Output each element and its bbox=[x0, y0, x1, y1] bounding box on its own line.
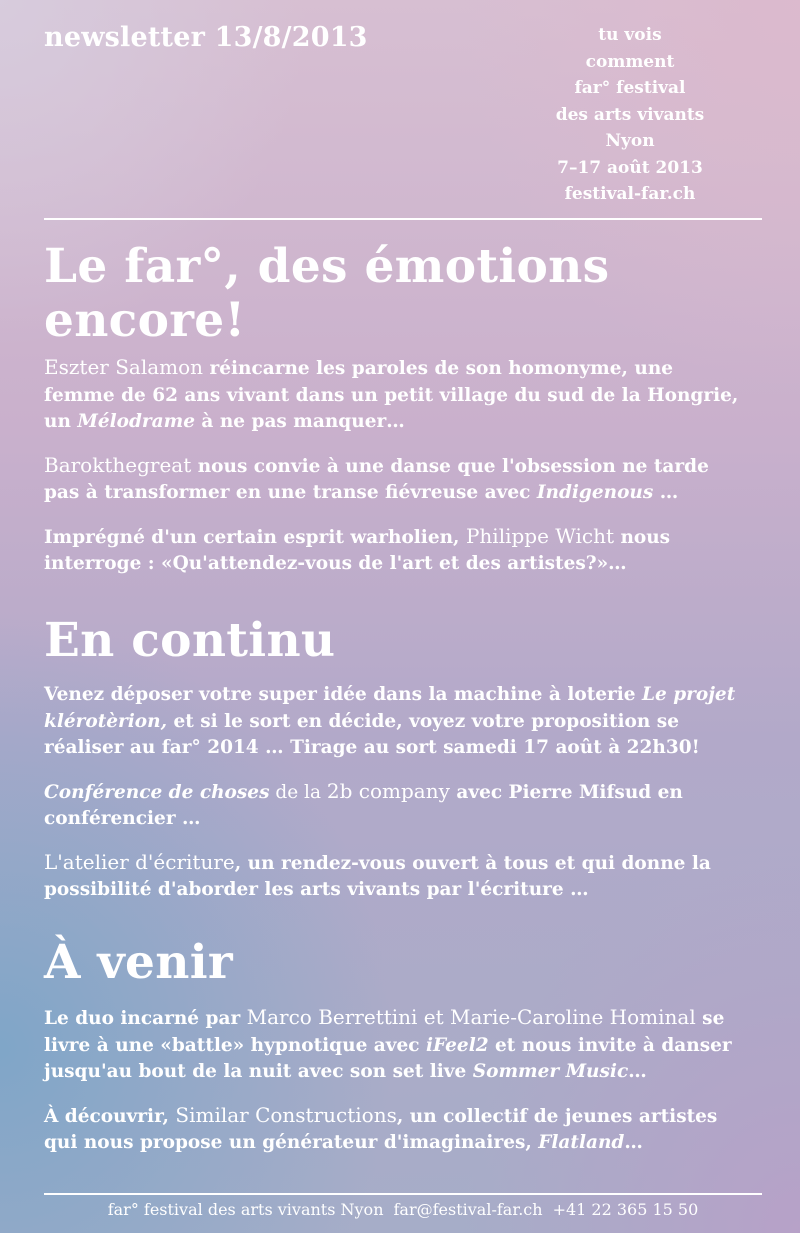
work-title: Flatland bbox=[538, 1132, 625, 1153]
footer bbox=[44, 1200, 762, 1219]
info-line: tu vois bbox=[598, 25, 662, 45]
work-title: Indigenous bbox=[536, 482, 654, 503]
work-title: Conférence de choses bbox=[44, 781, 270, 803]
item-paragraph bbox=[44, 682, 744, 762]
item-paragraph bbox=[44, 1102, 744, 1157]
item-paragraph bbox=[44, 452, 744, 507]
item-text: de la bbox=[269, 781, 327, 803]
item-text: avec Pierre Mifsud en conférencier … bbox=[44, 781, 683, 829]
item-text: , un rendez-vous ouvert à tous et qui donne la possibilité d'aborder les arts vivants par l'écriture … bbox=[44, 852, 711, 900]
info-line: comment bbox=[585, 51, 675, 72]
item-paragraph bbox=[44, 354, 744, 436]
item-text: , un collectif de jeunes artistes qui nous propose un générateur d'imaginaires, bbox=[44, 1105, 718, 1153]
footer-email-link[interactable]: far@festival-far.ch bbox=[393, 1200, 543, 1219]
item-text: Imprégné d'un certain esprit warholien, bbox=[44, 526, 466, 548]
artist-name: Philippe Wicht bbox=[465, 523, 614, 548]
section-emotions bbox=[44, 240, 744, 578]
item-text: … bbox=[653, 482, 679, 503]
item-text: Le duo incarné par bbox=[44, 1008, 247, 1029]
item-text: à ne pas manquer… bbox=[194, 411, 405, 432]
item-paragraph bbox=[44, 849, 744, 904]
collective-name: Similar Constructions bbox=[175, 1102, 397, 1127]
work-title: Le projet klérotèrion, bbox=[44, 684, 736, 732]
item-paragraph bbox=[44, 1004, 744, 1086]
section-heading: À venir bbox=[44, 935, 233, 990]
item-text: nous interroge : «Qu'attendez-vous de l'art et des artistes?»… bbox=[44, 526, 671, 574]
festival-info bbox=[530, 22, 730, 208]
heading-line: Le far°, des émotions bbox=[44, 239, 610, 294]
item-text: nous convie à une danse que l'obsession ne tarde pas à transformer en une transe fiévreuse avec bbox=[44, 455, 709, 503]
bottom-divider bbox=[44, 1193, 762, 1195]
item-text: … bbox=[628, 1061, 647, 1082]
info-line: 7–17 août 2013 bbox=[557, 157, 703, 178]
artist-name: Barokthegreat bbox=[44, 452, 192, 477]
item-text: … bbox=[624, 1132, 643, 1153]
heading-line: encore! bbox=[44, 293, 246, 348]
item-text: Venez déposer votre super idée dans la machine à loterie bbox=[44, 684, 642, 705]
section-heading: En continu bbox=[44, 613, 336, 668]
info-line: Nyon bbox=[605, 131, 655, 151]
workshop-name: L'atelier d'écriture bbox=[44, 849, 235, 874]
item-paragraph bbox=[44, 778, 744, 833]
info-line: des arts vivants bbox=[555, 104, 705, 125]
company-name: 2b company bbox=[326, 778, 450, 803]
section-en-continu bbox=[44, 614, 744, 904]
festival-website-link[interactable]: festival-far.ch bbox=[564, 184, 696, 204]
item-text: réincarne les paroles de son homonyme, une femme de 62 ans vivant dans un petit village du sud de la Hongrie, un bbox=[44, 358, 739, 432]
footer-phone: +41 22 365 15 50 bbox=[552, 1200, 699, 1219]
artist-name: Marco Berrettini et Marie-Caroline Hominal bbox=[246, 1005, 696, 1029]
artist-name: Eszter Salamon bbox=[44, 355, 204, 379]
item-paragraph bbox=[44, 523, 744, 578]
work-title: Mélodrame bbox=[77, 411, 195, 432]
work-title: Sommer Music bbox=[472, 1061, 629, 1082]
item-text: et si le sort en décide, voyez votre proposition se réaliser au far° 2014 … Tirage au sort samedi 17 août à 22h30! bbox=[44, 710, 700, 758]
section-a-venir bbox=[44, 936, 744, 1157]
item-text: se livre à une «battle» hypnotique avec bbox=[44, 1008, 725, 1056]
section-heading bbox=[44, 240, 744, 348]
footer-organization: far° festival des arts vivants Nyon bbox=[107, 1200, 384, 1219]
work-title: iFeel2 bbox=[426, 1034, 489, 1056]
info-line: far° festival bbox=[574, 78, 686, 98]
newsletter-title: newsletter 13/8/2013 bbox=[44, 22, 368, 53]
item-text: À découvrir, bbox=[44, 1105, 176, 1127]
top-divider bbox=[44, 218, 762, 220]
item-text: et nous invite à danser jusqu'au bout de la nuit avec son set live bbox=[44, 1034, 732, 1082]
